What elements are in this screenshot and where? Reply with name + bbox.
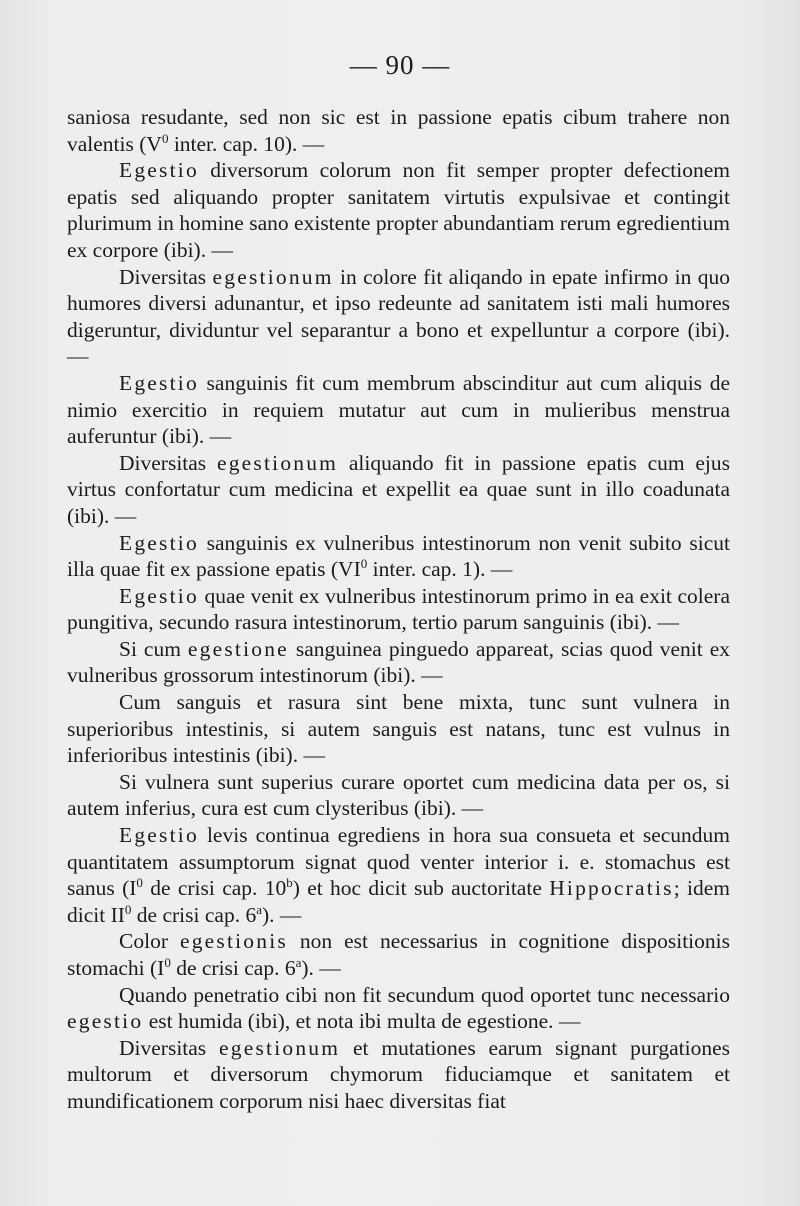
paragraph (67, 157, 730, 263)
text-run: Color (119, 929, 180, 954)
text-run: non est necessarius in cognitione dispositionis stomachi (I (67, 929, 730, 980)
text-run: Si cum (119, 636, 188, 661)
spaced-term: Hippocratis (549, 876, 674, 901)
page-number: — 90 — (349, 50, 451, 80)
spaced-term: egestionum (216, 450, 339, 475)
text-run: de crisi cap. 6 (170, 956, 296, 980)
superscript: 0 (164, 955, 171, 970)
spaced-term: egestionum (219, 1035, 341, 1060)
paragraph (67, 928, 730, 981)
text-run: ; idem dicit II (67, 876, 730, 927)
text-run: est humida (ibi), et nota ibi multa de egestione. — (143, 1009, 581, 1034)
paragraph (67, 104, 730, 157)
text-run: in colore fit aliqando in epate infirmo in quo humores diversi adunantur, et ipso redeunte ad sanitatem isti mali humores digeruntur, dividuntur vel separantur a bono et expelluntur a corpore (ibi). — (67, 264, 730, 369)
paragraph (67, 982, 730, 1035)
paragraph (67, 583, 730, 636)
text-run: inter. cap. 1). — (367, 557, 513, 582)
spaced-term: Egestio (119, 823, 199, 848)
spaced-term: egestione (187, 636, 289, 661)
spaced-term: egestionis (179, 929, 288, 954)
paragraph (67, 822, 730, 928)
text-run: de crisi cap. 6 (131, 902, 257, 927)
spaced-term: Egestio (119, 583, 199, 608)
text-run: aliquando fit in passione epatis cum ejus virtus confortatur cum medicina et expellit ea quae sunt in illo coadunata (ibi). — (67, 450, 731, 528)
text-run: Diversitas (119, 264, 213, 289)
paragraph (67, 370, 730, 450)
spaced-term: Egestio (119, 530, 199, 555)
spaced-term: Egestio (119, 370, 199, 395)
spaced-term: egestionum (212, 264, 334, 289)
paragraph (67, 636, 730, 689)
text-run: ) et hoc dicit sub auctoritate (292, 876, 550, 901)
text-run: Diversitas (119, 450, 217, 475)
text-run: ). — (301, 956, 341, 980)
text-run: diversorum colorum non fit semper propter defectionem epatis sed aliquando propter sanitatem virtutis expulsivae et contingit plurimum in homine sano existente propter abundantiam rerum egredientium ex corpore (ibi). — (67, 158, 730, 262)
text-run: Cum sanguis et rasura sint bene mixta, tunc sunt vulnera in superioribus intestinis, si autem sanguis est natans, tunc est vulnus in inferioribus intestinis (ibi). — (67, 690, 730, 768)
text-run: Diversitas (119, 1035, 220, 1060)
text-run: levis continua egrediens in hora sua consueta et secundum quantitatem assumptorum signat quod venter interior i. e. stomachus est sanus (I (67, 823, 730, 901)
paragraph (67, 450, 730, 530)
superscript: b (286, 875, 293, 891)
text-run: ). — (261, 902, 302, 927)
text-run: sanguinea pinguedo appareat, scias quod venit ex vulneribus grossorum intestinorum (ibi). — (67, 636, 730, 688)
text-run: et mutationes earum signant purgationes multorum et diversorum chymorum fiduciamque et sanitatem et mundificationem corporum nisi haec diversitas fiat (67, 1035, 730, 1113)
superscript: 0 (124, 901, 132, 917)
text-run: Quando penetratio cibi non fit secundum quod oportet tunc necessario (119, 982, 730, 1007)
paragraph (67, 769, 730, 822)
superscript: a (256, 901, 262, 917)
text-run: sanguinis ex vulneribus intestinorum non venit subito sicut illa quae fit ex passione epatis (VI (67, 530, 730, 582)
paragraph (67, 1035, 730, 1115)
superscript: a (295, 955, 302, 970)
text-run: inter. cap. 10). — (168, 131, 325, 156)
spaced-term: Egestio (119, 158, 199, 183)
text-run: saniosa resudante, sed non sic est in passione epatis cibum trahere non valentis (V (67, 105, 730, 156)
superscript: 0 (161, 130, 169, 146)
superscript: 0 (360, 556, 368, 572)
body-text (67, 104, 730, 1115)
paragraph (67, 264, 730, 370)
spaced-term: egestio (67, 1009, 144, 1034)
text-run: sanguinis fit cum membrum abscinditur aut cum aliquis de nimio exercitio in requiem mutatur aut cum in mulieribus menstrua auferuntur (ibi). — (67, 370, 730, 449)
paragraph (67, 689, 730, 769)
text-run: de crisi cap. 10 (142, 876, 287, 901)
text-run: Si vulnera sunt superius curare oportet cum medicina data per os, si autem inferius, cura est cum clysteribus (ibi). — (67, 769, 730, 821)
superscript: 0 (136, 875, 143, 891)
text-run: quae venit ex vulneribus intestinorum primo in ea exit colera pungitiva, secundo rasura intestinorum, tertio parum sanguinis (ibi). — (67, 583, 730, 635)
paragraph (67, 530, 730, 583)
